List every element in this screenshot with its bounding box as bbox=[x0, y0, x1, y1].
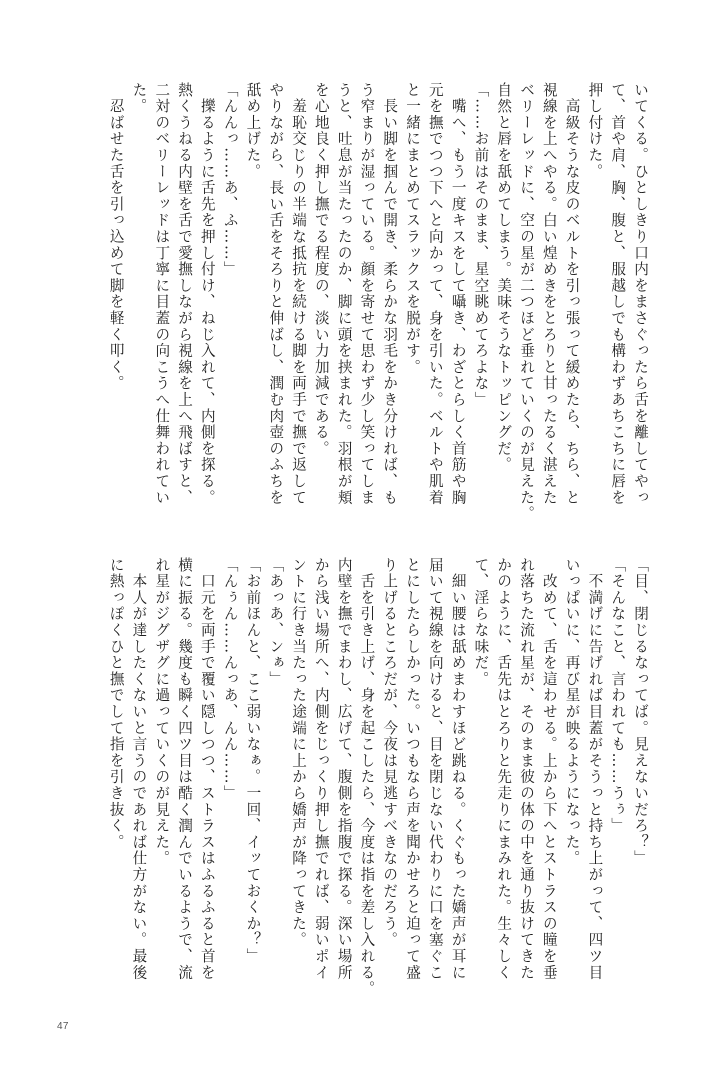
text-column: れ星がジグザグに過っていくのが見えた。 bbox=[153, 557, 171, 867]
text-column: 押し付けた。 bbox=[586, 82, 604, 180]
text-column: 本人が達したくないと言うのであれば仕方がない。最後 bbox=[130, 557, 148, 981]
text-column: とにしたらしかった。いつもなら声を聞かせろと迫って盛 bbox=[404, 557, 422, 981]
text-column: 舐め上げた。 bbox=[244, 82, 262, 180]
text-column: 忍ばせた舌を引っ込めて脚を軽く叩く。 bbox=[107, 82, 125, 392]
text-column: 長い脚を掴んで開き、柔らかな羽毛をかき分ければ、も bbox=[381, 82, 399, 506]
text-column: 口元を両手で覆い隠しつつ、ストラスはふるふると首を bbox=[198, 557, 216, 981]
text-column: 「んんっ……あ、ふ……」 bbox=[221, 82, 239, 278]
text-column: と一緒にまとめてスラックスを脱がす。 bbox=[404, 82, 422, 376]
text-column: いっぱいに、再び星が映るようになった。 bbox=[563, 557, 581, 867]
text-column: から浅い場所へ、内側をじっくり押し撫でれば、弱いポイ bbox=[312, 557, 330, 981]
text-column: 「あっあ、ンぁ」 bbox=[267, 557, 285, 688]
text-column: 「んぅん……んっあ、んん……」 bbox=[221, 557, 239, 802]
text-column: に熱っぽくひと撫でして指を引き抜く。 bbox=[107, 557, 125, 851]
text-column: て、淫らな味だ。 bbox=[472, 557, 490, 688]
text-column: 「そんなこと、言われても……うぅ」 bbox=[609, 557, 627, 835]
upper-text-block bbox=[103, 82, 651, 522]
lower-text-block bbox=[103, 557, 651, 997]
text-column: 自然と唇を舐めてしまう。美味そうなトッピングだ。 bbox=[495, 82, 513, 474]
text-column: 羞恥交じりの半端な抵抗を続ける脚を両手で撫で返して bbox=[290, 82, 308, 506]
text-column: ベリーレッドに、空の星が二つほど垂れていくのが見えた。 bbox=[518, 82, 536, 523]
text-column: 「お前ほんと、ここ弱いなぁ。一回、イッておくか？」 bbox=[244, 557, 262, 965]
text-column: 嘴へ、もう一度キスをして囁き、わざとらしく首筋や胸 bbox=[449, 82, 467, 506]
text-column: 熱くうねる内壁を舌で愛撫しながら視線を上へ飛ばすと、 bbox=[176, 82, 194, 506]
text-column: かのように、舌先はとろりと先走りにまみれた。生々しく bbox=[495, 557, 513, 981]
text-column: た。 bbox=[130, 82, 148, 115]
text-column: 細い腰は舐めまわすほど跳ねる。くぐもった嬌声が耳に bbox=[449, 557, 467, 981]
text-column: 不満げに告げれば目蓋がそうっと持ち上がって、四ツ目 bbox=[586, 557, 604, 981]
text-column: ントに行き当たった途端に上から嬌声が降ってきた。 bbox=[290, 557, 308, 949]
text-column: 内壁を撫でまわし、広げて、腹側を指腹で探る。深い場所 bbox=[335, 557, 353, 981]
text-column: 擽るように舌先を押し付け、ねじ入れて、内側を探る。 bbox=[198, 82, 216, 506]
text-column: うと、吐息が当たったのか、脚に頭を挟まれた。羽根が頬 bbox=[335, 82, 353, 506]
text-column: 二対のベリーレッドは丁寧に目蓋の向こうへ仕舞われてい bbox=[153, 82, 171, 506]
text-column: て、首や肩、胸、腹と、服越しでも構わずあちこちに唇を bbox=[609, 82, 627, 506]
text-column: 視線を上へやる。白い煌めきをとろりと甘ったるく湛えた bbox=[540, 82, 558, 506]
text-column: 横に振る。幾度も瞬く四ツ目は酷く潤んでいるようで、流 bbox=[176, 557, 194, 981]
text-column: 元を撫でつつ下へと向かって、身を引いた。ベルトや肌着 bbox=[426, 82, 444, 506]
text-column: 「目、閉じるなってば。見えないだろ？」 bbox=[632, 557, 649, 867]
text-column: やりながら、長い舌をそろりと伸ばし、潤む肉壺のふちを bbox=[267, 82, 285, 506]
text-column: れ落ちた流れ星が、そのまま彼の体の中を通り抜けてきた bbox=[518, 557, 536, 981]
text-column: う窄まりが湿っている。顔を寄せて思わず少し笑ってしま bbox=[358, 82, 376, 506]
text-column: 高級そうな皮のベルトを引っ張って緩めたら、ちら、と bbox=[563, 82, 581, 506]
text-column: 「……お前はそのまま、星空眺めてろよな」 bbox=[472, 82, 490, 408]
text-column: いてくる。ひとしきり口内をまさぐったら舌を離してやっ bbox=[632, 82, 649, 506]
page-number: 47 bbox=[57, 1021, 69, 1032]
text-column: 届いて視線を向けると、目を閉じない代わりに口を塞ぐこ bbox=[426, 557, 444, 981]
text-column: り上げるところだが、今夜は見逃すべきなのだろう。 bbox=[381, 557, 399, 949]
text-column: を心地良く押し撫でる程度の、淡い力加減である。 bbox=[312, 82, 330, 457]
text-column: 改めて、舌を這わせる。上から下へとストラスの瞳を垂 bbox=[540, 557, 558, 981]
text-column: 舌を引き上げ、身を起こしたら、今度は指を差し入れる。 bbox=[358, 557, 376, 998]
